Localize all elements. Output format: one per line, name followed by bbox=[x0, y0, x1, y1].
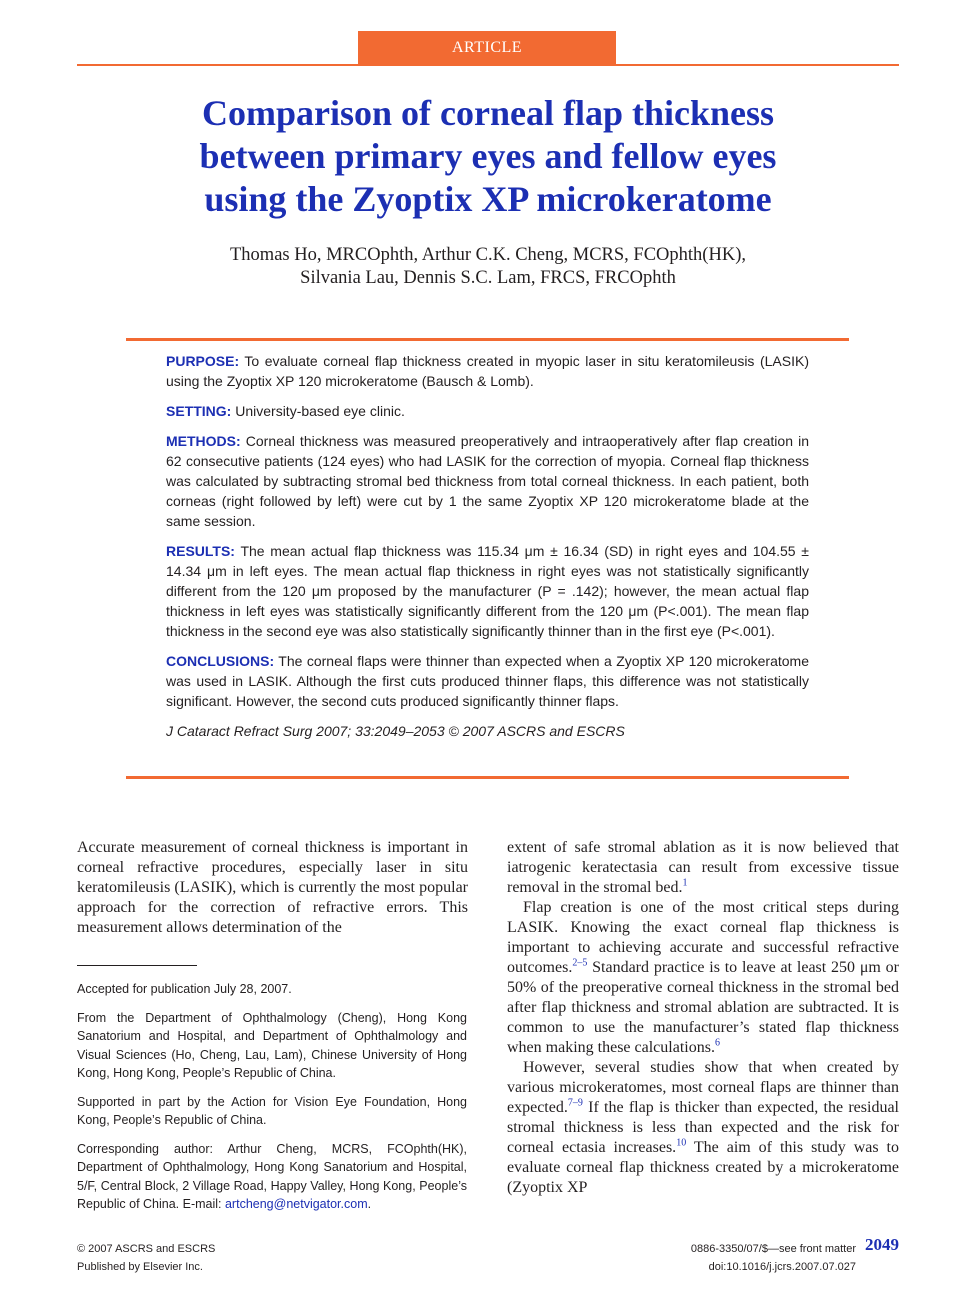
abstract-top-rule bbox=[126, 338, 849, 341]
body-paragraph: Accurate measurement of corneal thickness is important in corneal refractive procedures, especially laser in situ keratomileusis (LASIK), which is currently the most popular approach for the correction of refractive errors. This measurement allows determination of the bbox=[77, 839, 468, 936]
body-right-column bbox=[507, 838, 899, 1198]
doi-link[interactable]: doi:10.1016/j.jcrs.2007.07.027 bbox=[708, 1261, 856, 1273]
issn: 0886-3350/07/$—see front matter bbox=[690, 1243, 856, 1255]
body-left-column bbox=[77, 838, 468, 938]
abstract-conclusions bbox=[166, 651, 809, 711]
results-text: The mean actual flap thickness was 115.34 μm ± 16.34 (SD) in right eyes and 104.55 ± 14.34 μm in left eyes. The mean actual flap thickness in right eyes was not statistically significantly different from the 120 μm proposed by the manufacturer (P = .142); however, the mean actual flap thickness in left eyes was statistically significantly different from the 120 μm (P<.001). The mean flap thickness in the second eye was also statistically significantly thinner than in the first eye (P<.001). bbox=[166, 543, 809, 639]
footnote-accepted: Accepted for publication July 28, 2007. bbox=[77, 982, 292, 996]
methods-text: Corneal thickness was measured preoperatively and intraoperatively after flap creation in 62 consecutive patients (124 eyes) who had LASIK for the correction of myopia. Corneal flap thickness was calculated by subtracting stromal bed thickness from total corneal thickness. In each patient, both corneas (right followed by left) were cut by 1 the same Zyoptix XP 120 microkeratome blade at the same session. bbox=[166, 433, 809, 529]
setting-text: University-based eye clinic. bbox=[231, 403, 405, 419]
author-line: Thomas Ho, MRCOphth, Arthur C.K. Cheng, MCRS, FCOphth(HK), bbox=[230, 245, 746, 265]
footnote-corresponding: Corresponding author: Arthur Cheng, MCRS, FCOphth(HK), Department of Ophthalmology, Hong Kong Sanatorium and Hospital, 5/F, Central Block, 2 Village Road, Happy Valley, Hong Kong, People’s Republic of China. E-mail: artcheng@netvigator.com. bbox=[77, 1141, 467, 1211]
purpose-label: PURPOSE: bbox=[166, 353, 240, 369]
footer-left bbox=[77, 1240, 215, 1276]
methods-label: METHODS: bbox=[166, 433, 241, 449]
author-list bbox=[77, 244, 899, 290]
abstract-bottom-rule bbox=[126, 776, 849, 779]
body-paragraph: However, several studies show that when created by various microkeratomes, most corneal flaps are thinner than expected.$^{7-9}$ If the flap is thicker than expected, the residual stromal thickness is less than expected and the risk for corneal ectasia increases.$^{10}$ The aim of this study was to evaluate corneal flap thickness created by a microkeratome (Zyoptix XP bbox=[507, 1059, 900, 1196]
conclusions-text: The corneal flaps were thinner than expected when a Zyoptix XP 120 microkeratome was used in LASIK. Although the first cuts produced thinner flaps, this difference was not statistically significant. However, the second cuts produced significantly thinner flaps. bbox=[166, 653, 809, 709]
email-link[interactable]: artcheng@netvigator.com bbox=[224, 1197, 368, 1211]
setting-label: SETTING: bbox=[166, 403, 232, 419]
title-line: Comparison of corneal flap thickness bbox=[201, 93, 774, 133]
reference-link[interactable]: 6 bbox=[714, 1037, 720, 1049]
results-label: RESULTS: bbox=[166, 543, 235, 559]
copyright: © 2007 ASCRS and ESCRS bbox=[77, 1243, 216, 1255]
reference-link[interactable]: 7–9 bbox=[567, 1097, 583, 1109]
article-title bbox=[77, 92, 899, 221]
abstract bbox=[166, 351, 809, 751]
footnote-rule bbox=[77, 965, 197, 966]
abstract-purpose bbox=[166, 351, 809, 391]
title-line: between primary eyes and fellow eyes bbox=[199, 136, 777, 176]
page-number: 2049 bbox=[865, 1235, 899, 1254]
journal-citation: J Cataract Refract Surg 2007; 33:2049–2053 © 2007 ASCRS and ESCRS bbox=[166, 723, 625, 739]
body-paragraph: Flap creation is one of the most critical steps during LASIK. Knowing the exact corneal flap thickness is important to achieving accurate and successful refractive outcomes.$^{2-5}$ Standard practice is to leave at least 250 μm or 50% of the preoperative corneal thickness in the stromal bed after flap thickness and stromal ablation are subtracted. It is common to use the manufacturer’s stated flap thickness when making these calculations.$^6$ bbox=[507, 899, 899, 1056]
footnotes bbox=[77, 980, 467, 1224]
reference-link[interactable]: 2–5 bbox=[572, 957, 588, 969]
header-divider bbox=[77, 64, 899, 66]
article-type-tab: ARTICLE bbox=[358, 31, 616, 65]
publisher: Published by Elsevier Inc. bbox=[77, 1261, 203, 1273]
abstract-methods bbox=[166, 431, 809, 531]
abstract-results bbox=[166, 541, 809, 641]
body-paragraph: extent of safe stromal ablation as it is now believed that iatrogenic keratectasia can result from excessive tissue removal in the stromal bed.$^1$ bbox=[507, 839, 899, 896]
footer-right bbox=[600, 1240, 856, 1276]
reference-link[interactable]: 10 bbox=[676, 1137, 687, 1149]
conclusions-label: CONCLUSIONS: bbox=[166, 653, 275, 669]
reference-link[interactable]: 1 bbox=[682, 877, 688, 889]
abstract-setting bbox=[166, 401, 809, 421]
footnote-support: Supported in part by the Action for Vision Eye Foundation, Hong Kong, People’s Republic of China. bbox=[77, 1094, 467, 1127]
purpose-text: To evaluate corneal flap thickness created in myopic laser in situ keratomileusis (LASIK) using the Zyoptix XP 120 microkeratome (Bausch & Lomb). bbox=[166, 353, 809, 389]
footnote-affiliation: From the Department of Ophthalmology (Cheng), Hong Kong Sanatorium and Hospital, and Department of Ophthalmology and Visual Sciences (Ho, Cheng, Lau, Lam), Chinese University of Hong Kong, Hong Kong, People’s Republic of China. bbox=[77, 1010, 467, 1080]
title-line: using the Zyoptix XP microkeratome bbox=[204, 179, 772, 219]
author-line: Silvania Lau, Dennis S.C. Lam, FRCS, FRCOphth bbox=[300, 268, 676, 288]
